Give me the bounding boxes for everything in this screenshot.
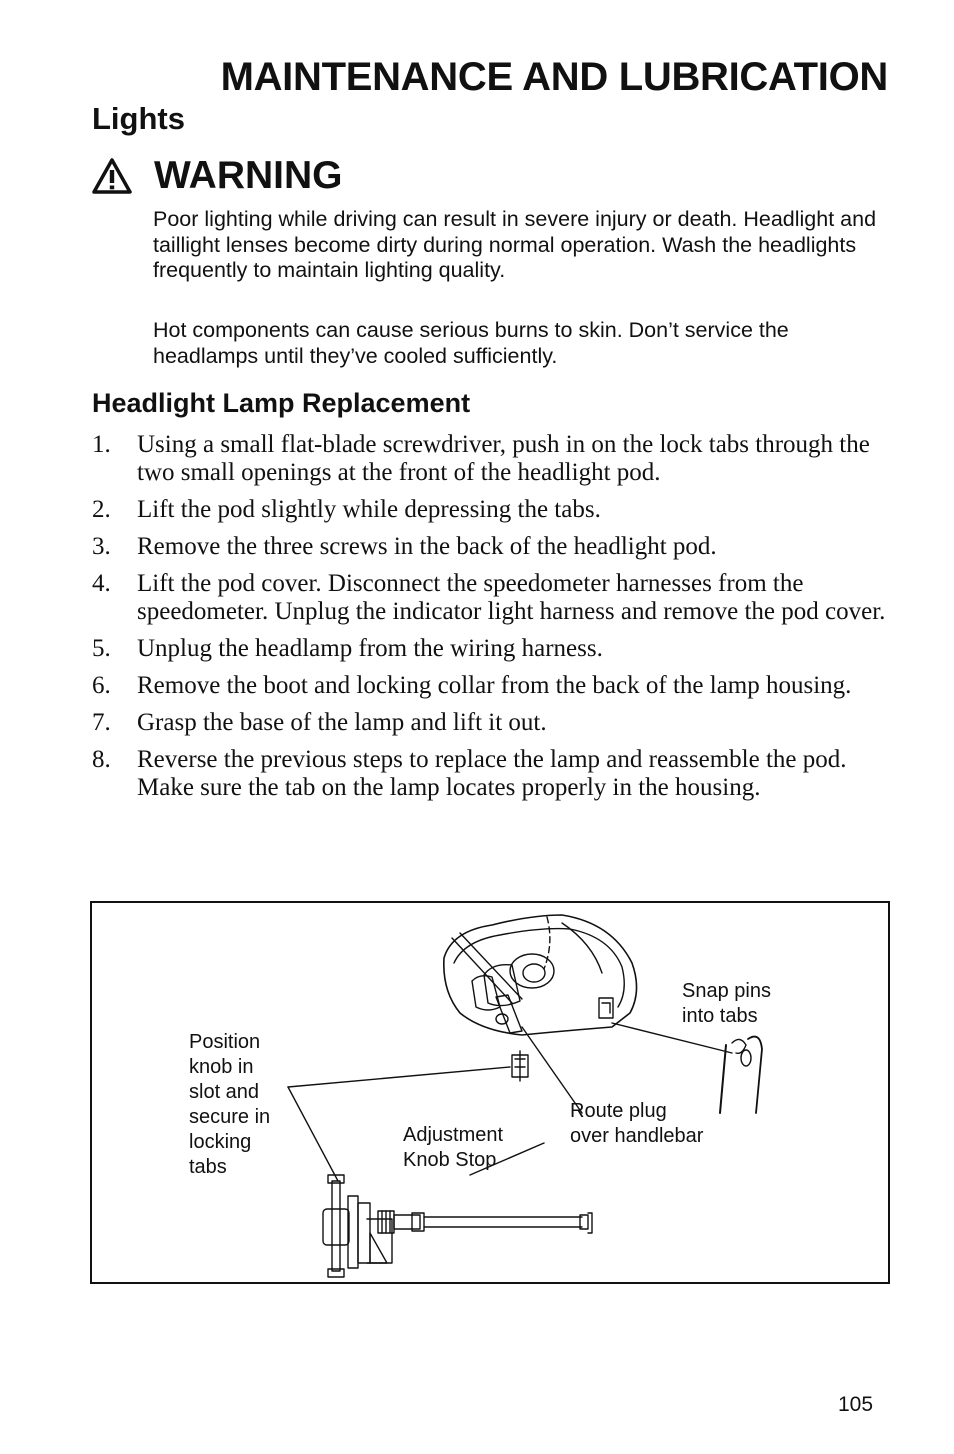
- list-item: [92, 496, 892, 524]
- step-number: 2.: [92, 496, 111, 523]
- list-item: [92, 672, 892, 700]
- step-number: 4.: [92, 570, 111, 597]
- warning-title: WARNING: [154, 154, 343, 197]
- callout-line: slot and: [189, 1081, 260, 1103]
- page-number: 105: [838, 1393, 874, 1416]
- step-number: 1.: [92, 431, 111, 458]
- step-text: Remove the three screws in the back of the headlight pod.: [137, 533, 717, 560]
- page-title: MAINTENANCE AND LUBRICATION: [220, 55, 888, 99]
- list-item: [92, 709, 892, 737]
- procedure-title: Headlight Lamp Replacement: [92, 388, 471, 418]
- list-item: [92, 431, 892, 487]
- list-item: [92, 635, 892, 663]
- callout-line: Knob Stop: [403, 1149, 497, 1171]
- step-number: 3.: [92, 533, 111, 560]
- step-text: Reverse the previous steps to replace the lamp and reassemble the pod. Make sure the tab on the lamp locates properly in the housing.: [137, 746, 847, 801]
- section-title: Lights: [92, 101, 185, 136]
- callout-line: secure in: [189, 1106, 271, 1128]
- list-item: [92, 746, 892, 802]
- step-text: Using a small flat-blade screwdriver, push in on the lock tabs through the two small openings at the front of the headlight pod.: [137, 431, 870, 486]
- step-text: Lift the pod cover. Disconnect the speedometer harnesses from the speedometer. Unplug the indicator light harness and remove the pod cover.: [137, 570, 886, 625]
- callout-route-plug: [570, 1099, 703, 1149]
- list-item: [92, 533, 892, 561]
- callout-line: Position: [189, 1031, 261, 1053]
- callout-line: knob in: [189, 1056, 254, 1078]
- step-number: 7.: [92, 709, 111, 736]
- warning-paragraph-2: Hot components can cause serious burns to skin. Don’t service the headlamps until they’ve cooled sufficiently.: [153, 318, 789, 368]
- step-number: 8.: [92, 746, 111, 773]
- warning-paragraph-1: Poor lighting while driving can result in severe injury or death. Headlight and taillight lenses become dirty during normal operation. Wash the headlights frequently to maintain lighting quality.: [153, 207, 877, 283]
- headlight-pod-figure: [90, 901, 890, 1284]
- callout-line: Snap pins: [682, 980, 771, 1002]
- callout-line: into tabs: [682, 1005, 758, 1027]
- warning-header: [92, 154, 343, 198]
- step-number: 6.: [92, 672, 111, 699]
- list-item: [92, 570, 892, 626]
- callout-line: Adjustment: [403, 1124, 504, 1146]
- step-number: 5.: [92, 635, 111, 662]
- callout-position-knob: [189, 1030, 270, 1180]
- callout-snap-pins: [682, 979, 771, 1029]
- callout-line: tabs: [189, 1156, 227, 1178]
- procedure-steps: [92, 431, 892, 811]
- step-text: Lift the pod slightly while depressing the tabs.: [137, 496, 601, 523]
- callout-line: locking: [189, 1131, 252, 1153]
- callout-line: over handlebar: [570, 1125, 704, 1147]
- step-text: Remove the boot and locking collar from the back of the lamp housing.: [137, 672, 852, 699]
- step-text: Grasp the base of the lamp and lift it out.: [137, 709, 547, 736]
- callout-adjustment-knob-stop: [403, 1123, 503, 1173]
- step-text: Unplug the headlamp from the wiring harness.: [137, 635, 603, 662]
- warning-triangle-icon: [92, 158, 132, 194]
- callout-line: Route plug: [570, 1100, 667, 1122]
